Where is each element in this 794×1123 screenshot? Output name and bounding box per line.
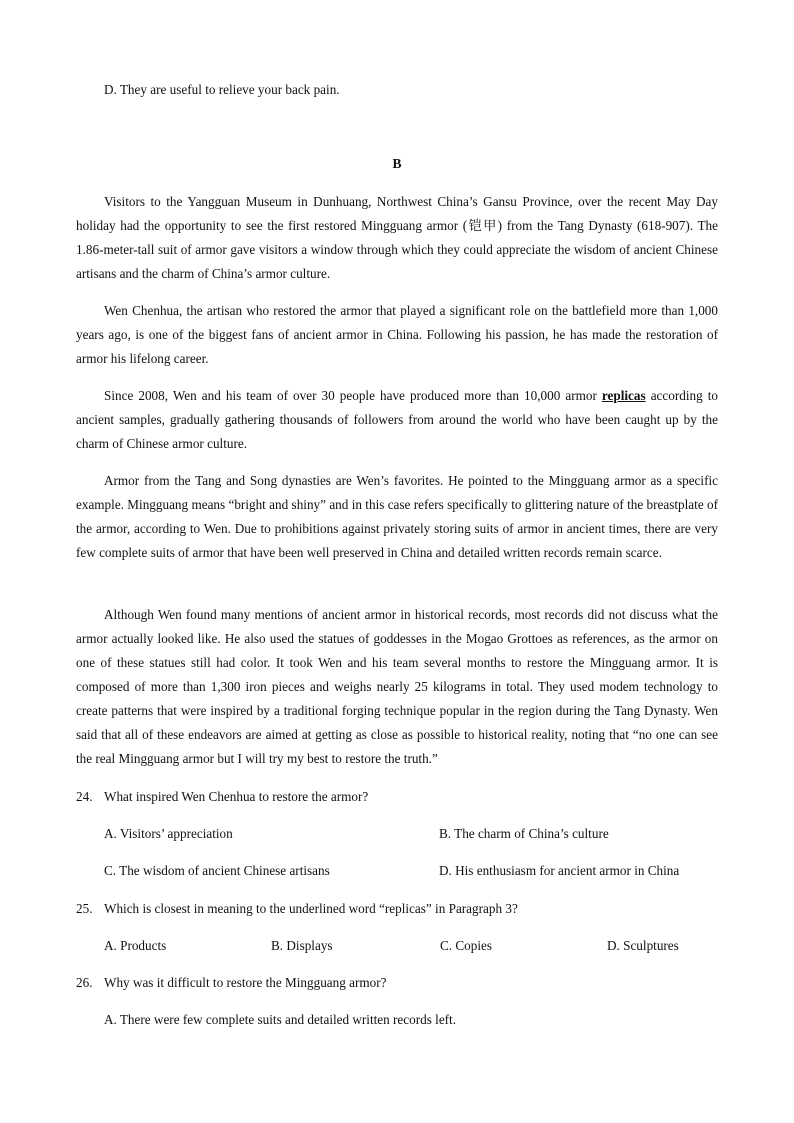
paragraph-1-text: Visitors to the Yangguan Museum in Dunhuang, Northwest China’s Gansu Province, over the recent May Day holiday had the opportunity to see the first restored Mingguang armor (铠甲) from the Tang Dynasty (618-907). The 1.86-meter-tall suit of armor gave visitors a window through which they could appreciate the wisdom of ancient Chinese artisans and the charm of China’s armor culture.	[76, 194, 718, 281]
section-heading: B	[392, 156, 402, 171]
question-26-number: 26.	[76, 975, 93, 990]
paragraph-3-text-before: Since 2008, Wen and his team of over 30 people have produced more than 10,000 armor	[104, 388, 602, 403]
paragraph-1	[76, 190, 718, 286]
question-25-number: 25.	[76, 901, 93, 916]
question-26-option-a: A. There were few complete suits and detailed written records left.	[104, 1012, 457, 1027]
paragraph-3-text-after: according to ancient samples, gradually gathering thousands of followers from around the world who have been caught up by the charm of Chinese armor culture.	[76, 388, 718, 451]
paragraph-4-text: Armor from the Tang and Song dynasties are Wen’s favorites. He pointed to the Mingguang armor as a specific example. Mingguang means “bright and shiny” and in this case refers specifically to glittering nature of the breastplate of the armor, according to Wen. Due to prohibitions against privately storing suits of armor in ancient times, there are very few complete suits of armor that have been well preserved in China and detailed written records remain scarce.	[76, 473, 718, 560]
paragraph-5	[76, 603, 718, 771]
paragraph-3	[76, 384, 718, 456]
question-25-option-c: C. Copies	[440, 938, 493, 953]
question-26-text: Why was it difficult to restore the Mingguang armor?	[104, 975, 387, 990]
question-24-number: 24.	[76, 789, 93, 804]
paragraph-2	[76, 299, 718, 371]
underlined-word-replicas: replicas	[601, 388, 646, 403]
question-24-option-a: A. Visitors’ appreciation	[104, 826, 233, 841]
question-24-option-b: B. The charm of China’s culture	[439, 826, 609, 841]
question-25-option-a: A. Products	[104, 938, 167, 953]
paragraph-5-text: Although Wen found many mentions of ancient armor in historical records, most records did not discuss what the armor actually looked like. He also used the statues of goddesses in the Mogao Grottoes as references, as the armor on one of these statues still had color. It took Wen and his team several months to restore the Mingguang armor. It is composed of more than 1,300 iron pieces and weighs nearly 25 kilograms in total. They used modem technology to create patterns that were inspired by a traditional forging technique popular in the region during the Tang Dynasty. Wen said that all of these endeavors are aimed at getting as close as possible to historical reality, noting that “no one can see the real Mingguang armor but I will try my best to restore the truth.”	[76, 607, 718, 766]
question-25-option-d: D. Sculptures	[607, 938, 679, 953]
question-24-option-d: D. His enthusiasm for ancient armor in China	[439, 863, 680, 878]
paragraph-2-text: Wen Chenhua, the artisan who restored the armor that played a significant role on the battlefield more than 1,000 years ago, is one of the biggest fans of ancient armor in China. Following his passion, he has made the restoration of armor his lifelong career.	[76, 303, 718, 366]
question-25-option-b: B. Displays	[271, 938, 333, 953]
question-25-text: Which is closest in meaning to the underlined word “replicas” in Paragraph 3?	[104, 901, 518, 916]
question-24-text: What inspired Wen Chenhua to restore the armor?	[104, 789, 369, 804]
paragraph-4	[76, 469, 718, 565]
previous-question-option-d: D. They are useful to relieve your back pain.	[104, 82, 340, 97]
question-24-option-c: C. The wisdom of ancient Chinese artisans	[104, 863, 330, 878]
